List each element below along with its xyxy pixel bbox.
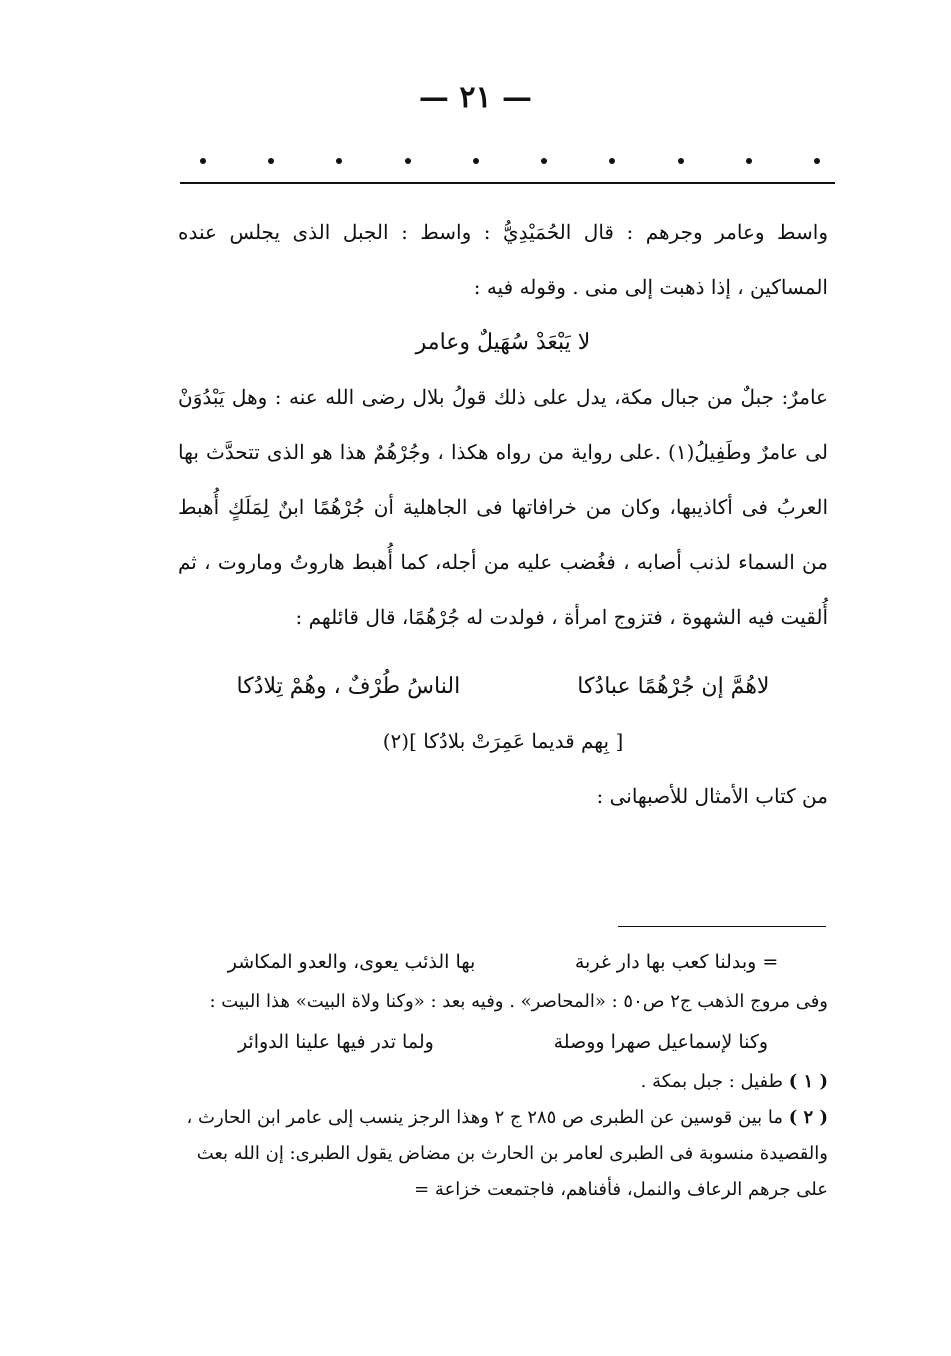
- footnote-2: [178, 1100, 828, 1208]
- verse-hemistich-right: لاهُمَّ إن جُرْهُمًا عبادُكا: [577, 674, 770, 699]
- ornament-dot: [814, 158, 820, 164]
- ornament-dot: [473, 158, 479, 164]
- verse-bracketed: [ بِهم قديما عَمِرَتْ بلادُكا ](٢): [382, 729, 624, 753]
- verse-couplet: [178, 659, 828, 714]
- body-paragraph: عامرٌ: جبلٌ من جبال مكة، يدل على ذلك قولُ بلال رضى الله عنه : وهل يَبْدُوَنْ لى عامرٌ وطَفِيلُ(١) .على رواية من رواه هكذا ، وجُرْهُمٌ هذا هو الذى تتحدَّث بها العربُ فى أكاذيبها، وكان من خرافاتها فى الجاهلية أن جُرْهُمًا ابنٌ لِمَلَكٍ أُهبط من السماء لذنب أصابه ، فغُضب عليه من أجله، كما أُهبط هاروتُ وماروت ، ثم أُلقيت فيه الشهوة ، فتزوج امرأة ، فولدت له جُرْهُمًا، قال قائلهم :: [178, 385, 828, 629]
- ornament-dot: [541, 158, 547, 164]
- page-number: — ٢١ —: [418, 80, 533, 115]
- ornament-dot: [678, 158, 684, 164]
- footnote-verse: [178, 1024, 828, 1060]
- footnote-2-number: ( ٢ ): [788, 1107, 828, 1128]
- footnote-verse-right: وكنا لإسماعيل صهرا ووصلة: [553, 1031, 769, 1053]
- footnotes: [178, 940, 828, 1208]
- footnote-verse-right: = وبدلنا كعب بها دار غربة: [574, 951, 779, 973]
- ornament-dot: [336, 158, 342, 164]
- footnote-rule: [618, 926, 826, 927]
- ornament-dot: [268, 158, 274, 164]
- verse-line: لا يَبْعَدْ سُهَيلٌ وعامر: [415, 330, 591, 355]
- footnote-2-text: ما بين قوسين عن الطبرى ص ٢٨٥ ج ٢ وهذا الرجز ينسب إلى عامر ابن الحارث ، والقصيدة منسوبة فى الطبرى لعامر بن الحارث بن مضاض يقول الطبرى: إن الله بعث على جرهم الرعاف والنمل، فأفناهم، فاجتمعت خزاعة =: [186, 1107, 828, 1200]
- verse-hemistich-left: الناسُ طُرْفٌ ، وهُمْ تِلادُكا: [236, 674, 461, 699]
- header-rule: [180, 182, 835, 184]
- opening-paragraph: واسط وعامر وجرهم : قال الحُمَيْدِيُّ : واسط : الجبل الذى يجلس عنده المساكين ، إذا ذهبت إلى منى . وقوله فيه :: [178, 220, 828, 299]
- footnote-continued-text: وفى مروج الذهب ج٢ ص٥٠ : «المحاصر» . وفيه بعد : «وكنا ولاة البيت» هذا البيت :: [209, 991, 828, 1012]
- ornamental-dots: [200, 158, 820, 164]
- ornament-dot: [200, 158, 206, 164]
- closing-line: من كتاب الأمثال للأصبهانى :: [596, 784, 828, 808]
- footnote-verse-left: بها الذئب يعوى، والعدو المكاشر: [227, 951, 476, 973]
- main-text: [178, 205, 828, 824]
- footnote-verse-left: ولما تدر فيها علينا الدوائر: [237, 1031, 434, 1053]
- ornament-dot: [405, 158, 411, 164]
- ornament-dot: [609, 158, 615, 164]
- footnote-1: [178, 1064, 828, 1100]
- footnote-1-text: طفيل : جبل بمكة .: [640, 1071, 783, 1092]
- footnote-continued-verse: [178, 944, 828, 980]
- ornament-dot: [746, 158, 752, 164]
- footnote-1-number: ( ١ ): [788, 1071, 828, 1092]
